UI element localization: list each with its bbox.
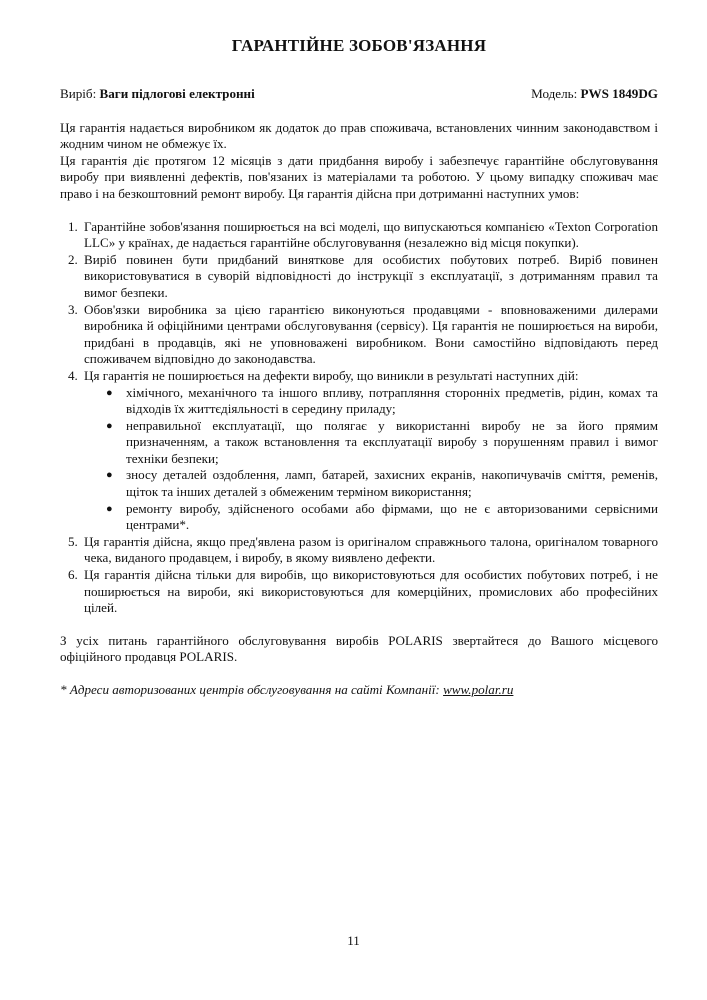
condition-number: 5. bbox=[68, 533, 78, 549]
condition-text: Ця гарантія дійсна тільки для виробів, що використовуються для особистих побутових потреб, і не поширюється на вироби, які використовуються для комерційних, промислових або професійних цілей. bbox=[84, 567, 658, 616]
exclusion-text: хімічного, механічного та іншого впливу, потрапляння сторонніх предметів, рідин, комах та відходів їх життєдіяльності в середину приладу; bbox=[126, 384, 658, 417]
exclusion-text: ремонту виробу, здійсненого особами або фірмами, що не є авторизованими сервісними центрами*. bbox=[126, 500, 658, 533]
exclusion-item bbox=[104, 385, 658, 418]
bullet-icon: ● bbox=[106, 469, 113, 482]
warranty-conditions-list bbox=[60, 219, 658, 617]
product-header bbox=[60, 86, 658, 103]
intro-paragraph-2: Ця гарантія діє протягом 12 місяців з дати придбання виробу і забезпечує гарантійне обслуговування виробу при виявленні дефектів, пов'язаних із матеріалами та роботою. У цьому випадку споживач має право і на безкоштовний ремонт виробу. Ця гарантія дійсна при дотриманні наступних умов: bbox=[60, 152, 658, 201]
model-info bbox=[531, 86, 658, 103]
bullet-icon: ● bbox=[106, 419, 113, 432]
exclusion-item bbox=[104, 467, 658, 500]
product-value: Ваги підлогові електронні bbox=[99, 86, 255, 101]
contact-paragraph: З усіх питань гарантійного обслуговування виробів POLARIS звертайтеся до Вашого місцевого офіційного продавця POLARIS. bbox=[60, 632, 658, 665]
bullet-icon: ● bbox=[106, 502, 113, 515]
exclusion-item bbox=[104, 418, 658, 468]
condition-number: 1. bbox=[68, 218, 78, 234]
condition-number: 2. bbox=[68, 251, 78, 267]
condition-text: Гарантійне зобов'язання поширюється на всі моделі, що випускаються компанією «Texton Corporation LLC» у країнах, де надається гарантійне обслуговування (незалежно від місця покупки). bbox=[84, 218, 658, 251]
exclusion-item bbox=[104, 501, 658, 534]
intro-paragraph-1: Ця гарантія надається виробником як додаток до прав споживача, встановлених чинним законодавством і жодним чином не обмежує їх. bbox=[60, 119, 658, 152]
footnote bbox=[60, 682, 658, 699]
condition-number: 6. bbox=[68, 567, 78, 583]
website-link[interactable]: www.polar.ru bbox=[443, 682, 514, 697]
condition-item bbox=[60, 368, 658, 534]
condition-item bbox=[60, 219, 658, 252]
exclusions-list bbox=[84, 385, 658, 534]
condition-text: Обов'язки виробника за цією гарантією виконуються продавцями - вповноваженими дилерами виробника й офіційними центрами обслуговування (сервісу). Ця гарантія не поширюється на вироби, придбані в продавців, які не уповноважені виробником. Вони самостійно відповідають перед споживачем відповідно до законодавства. bbox=[84, 301, 658, 367]
condition-item bbox=[60, 302, 658, 368]
product-info bbox=[60, 86, 255, 103]
condition-text: Ця гарантія дійсна, якщо пред'явлена разом із оригіналом справжнього талона, оригіналом товарного чека, виданого продавцем, і виробу, в якому виявлено дефекти. bbox=[84, 533, 658, 566]
condition-item bbox=[60, 252, 658, 302]
condition-number: 3. bbox=[68, 301, 78, 317]
condition-number: 4. bbox=[68, 367, 78, 383]
exclusion-text: неправильної експлуатації, що полягає у використанні виробу не за його прямим призначенням, а також встановлення та експлуатації виробу з порушенням правил і вимог техніки безпеки; bbox=[126, 417, 658, 466]
page-title: ГАРАНТІЙНЕ ЗОБОВ'ЯЗАННЯ bbox=[231, 36, 487, 55]
warranty-page bbox=[60, 36, 658, 699]
condition-item bbox=[60, 567, 658, 617]
condition-text: Виріб повинен бути придбаний виняткове для особистих побутових потреб. Виріб повинен використовуватися в суворій відповідності до інструкції з експлуатації, з дотриманням правил та вимог безпеки. bbox=[84, 251, 658, 300]
bullet-icon: ● bbox=[106, 386, 113, 399]
product-label: Виріб: bbox=[60, 86, 100, 101]
model-label: Модель: bbox=[531, 86, 581, 101]
footnote-text: * Адреси авторизованих центрів обслуговування на сайті Компанії: bbox=[60, 682, 444, 697]
model-value: PWS 1849DG bbox=[580, 86, 658, 101]
exclusion-text: зносу деталей оздоблення, ламп, батарей, захисних екранів, накопичувачів сміття, ременів, щіток та інших деталей з обмеженим терміном використання; bbox=[126, 467, 658, 500]
page-number: 11 bbox=[347, 933, 360, 948]
condition-text: Ця гарантія не поширюється на дефекти виробу, що виникли в результаті наступних дій: bbox=[84, 367, 579, 383]
condition-item bbox=[60, 534, 658, 567]
